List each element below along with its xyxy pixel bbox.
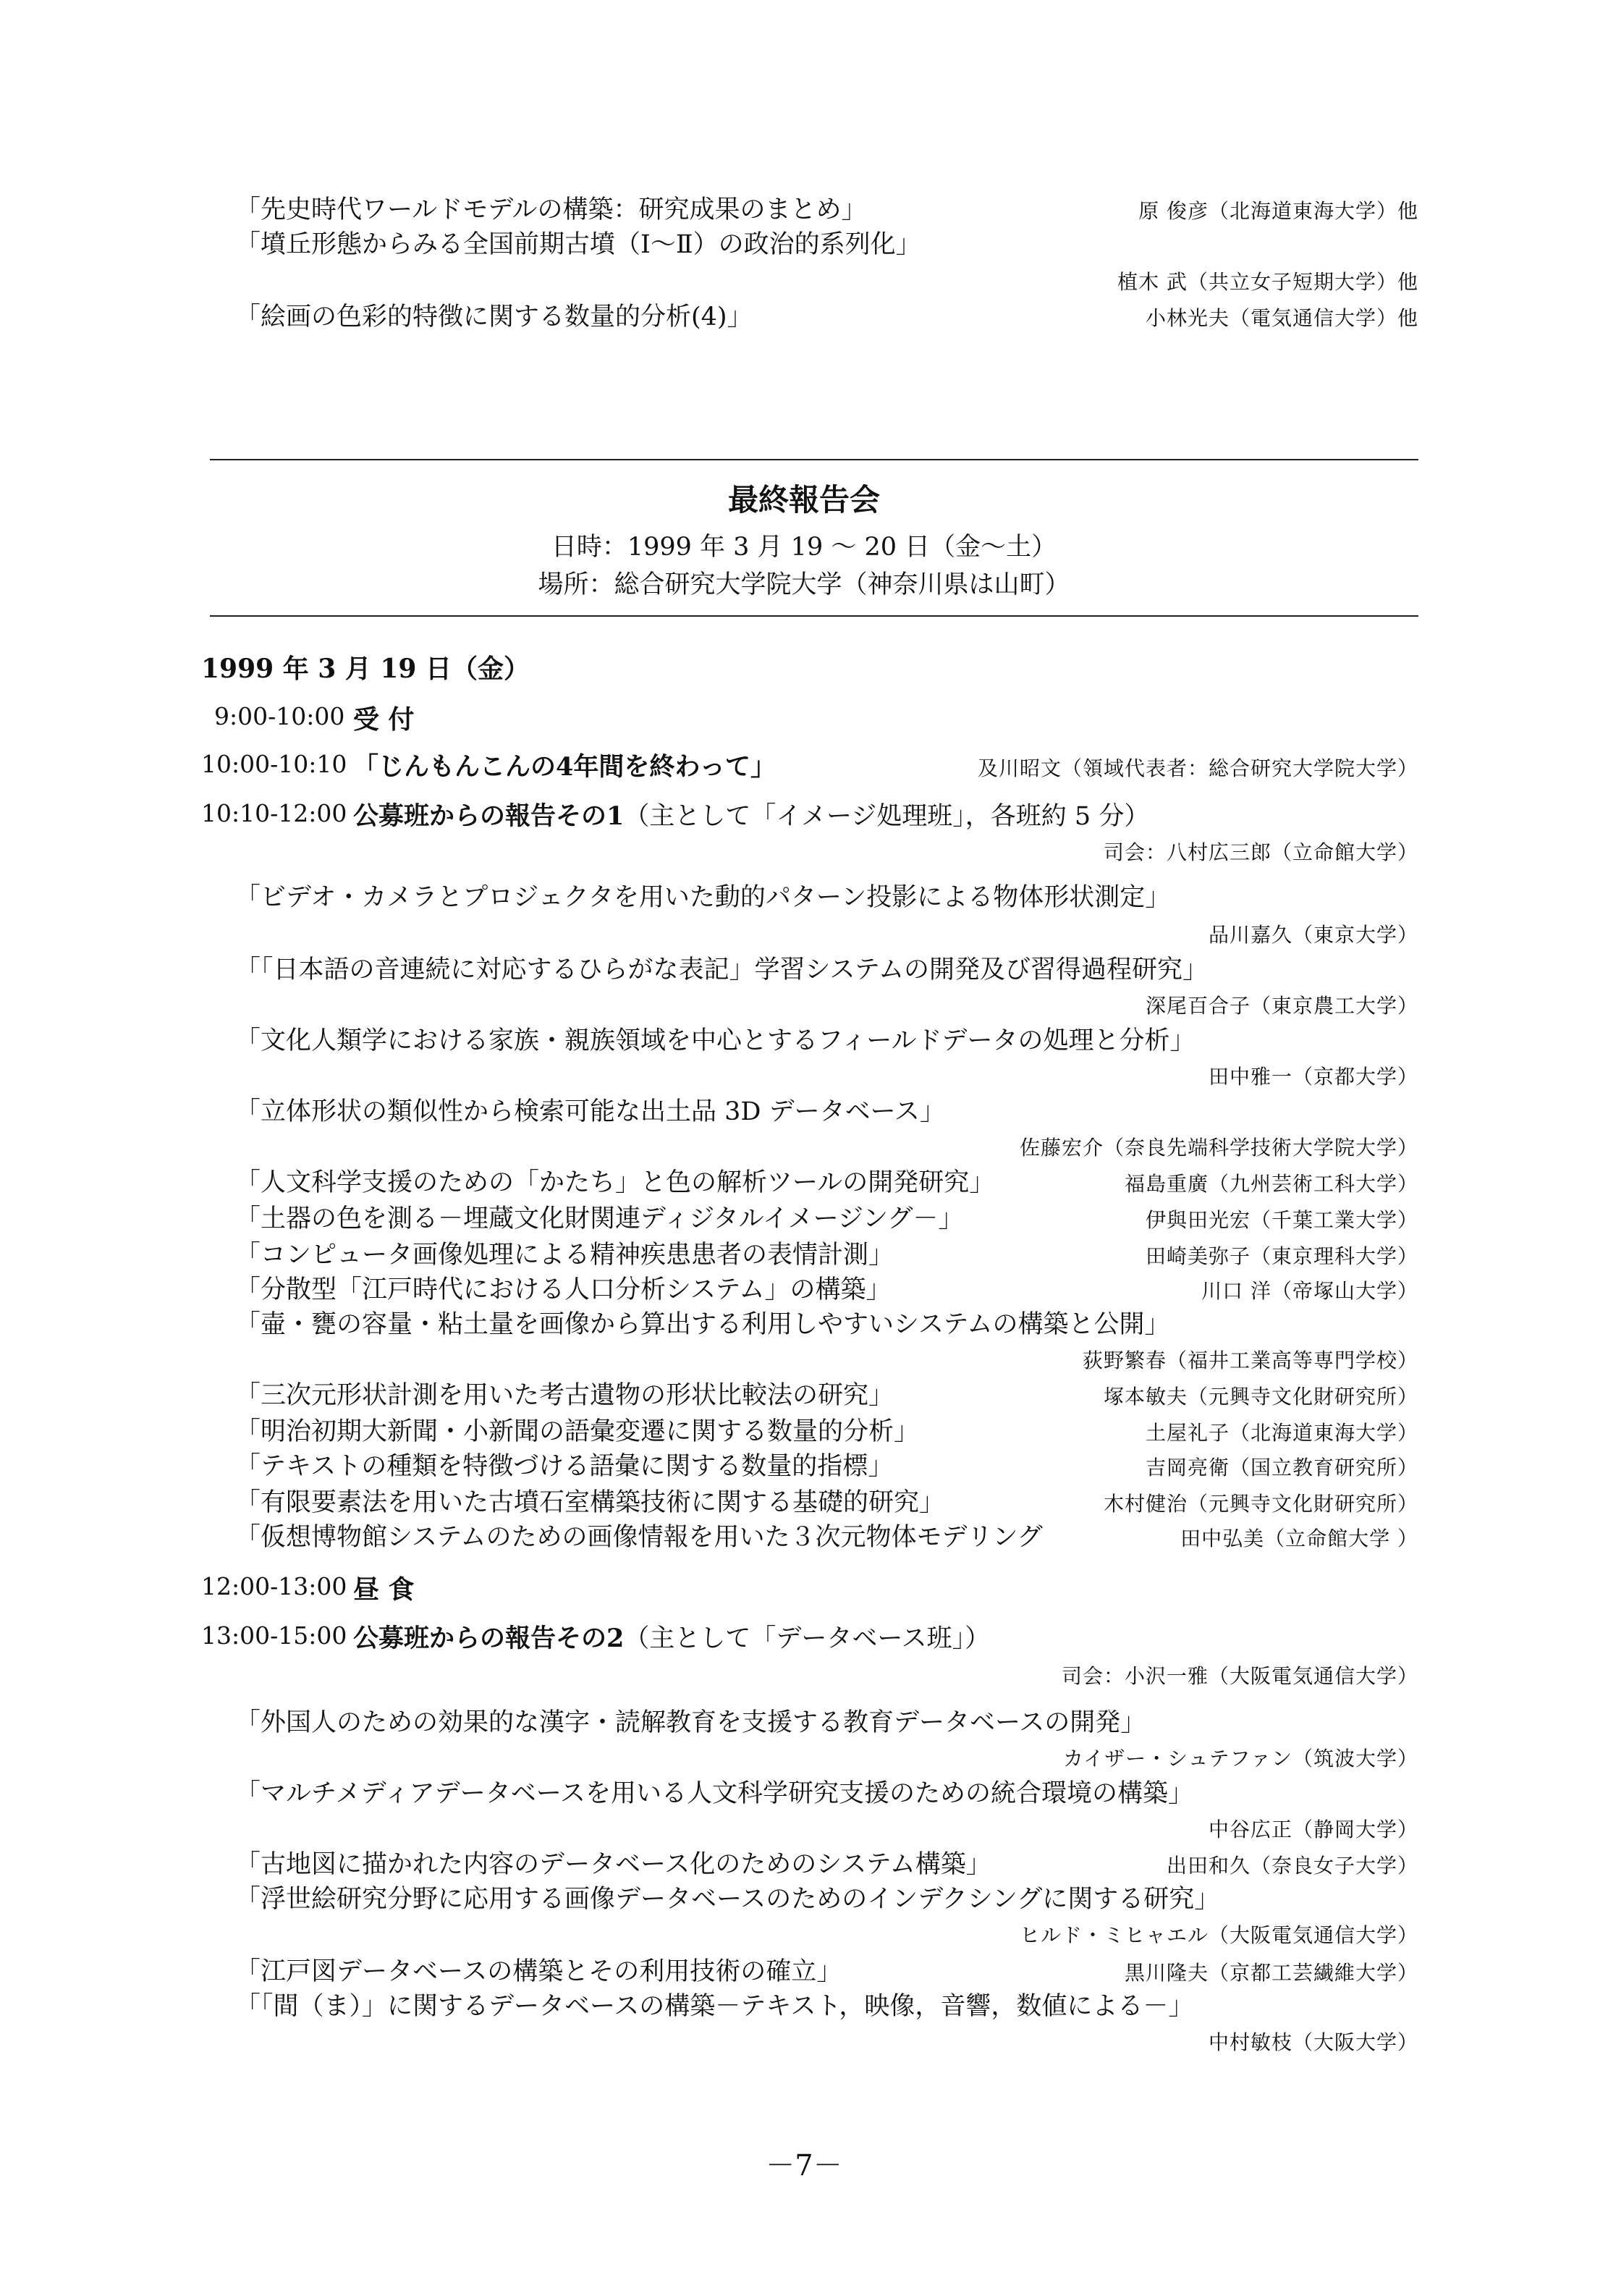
session2-item-title: 「マルチメディアデータベースを用いる人文科学研究支援のための統合環境の構築」 <box>235 1779 1194 1808</box>
session1-item-author: 田中雅一（京都大学） <box>1208 1065 1418 1089</box>
lunch-label: 昼 食 <box>353 1574 415 1605</box>
reception-time: 9:00-10:00 <box>214 702 345 730</box>
session1-item-author: 塚本敏夫（元興寺文化財研究所） <box>1103 1385 1418 1409</box>
meeting-title: 最終報告会 <box>727 482 880 518</box>
session1-item-title: 「土器の色を測る－埋蔵文化財関連ディジタルイメージング－」 <box>235 1204 964 1233</box>
session1-item-author: 佐藤宏介（奈良先端科学技術大学院大学） <box>1019 1136 1418 1160</box>
session1-item-author: 川口 洋（帝塚山大学） <box>1201 1279 1418 1303</box>
session1-item-title: 「コンピュータ画像処理による精神疾患患者の表情計測」 <box>235 1241 894 1270</box>
session2-item-author: ヒルド・ミヒャエル（大阪電気通信大学） <box>1019 1923 1418 1947</box>
day-date: 1999 年 3 月 19 日（金） <box>201 654 530 684</box>
session2-item-title: 「「間（ま）」に関するデータベースの構築－テキスト，映像，音響，数値による－」 <box>235 1992 1194 2021</box>
session1-item-title: 「テキストの種類を特徴づける語彙に関する数量的指標」 <box>235 1452 894 1481</box>
session1-item-title: 「人文科学支援のための「かたち」と色の解析ツールの開発研究」 <box>235 1168 995 1197</box>
divider-top <box>210 459 1418 460</box>
meeting-place: 場所：総合研究大学院大学（神奈川県は山町） <box>538 570 1070 599</box>
session2-note: （主として「データベース班」） <box>624 1624 991 1653</box>
session2-item-title: 「江戸図データベースの構築とその利用技術の確立」 <box>235 1957 842 1986</box>
opening-speaker: 及川昭文（領域代表者：総合研究大学院大学） <box>977 756 1418 780</box>
session1-item-author: 木村健治（元興寺文化財研究所） <box>1103 1492 1418 1516</box>
session2-item-title: 「浮世絵研究分野に応用する画像データベースのためのインデクシングに関する研究」 <box>235 1885 1220 1914</box>
page-number: －7－ <box>766 2149 842 2182</box>
session2-time: 13:00-15:00 <box>201 1621 347 1650</box>
session1-time: 10:10-12:00 <box>201 799 347 827</box>
session1-item-author: 荻野繁春（福井工業高等専門学校） <box>1082 1349 1418 1372</box>
opening-time: 10:00-10:10 <box>201 750 347 778</box>
session1-item-title: 「三次元形状計測を用いた考古遺物の形状比較法の研究」 <box>235 1381 894 1410</box>
session1-note: （主として「イメージ処理班」，各班約 5 分） <box>624 802 1150 831</box>
session1-item-title: 「壷・甕の容量・粘土量を画像から算出する利用しやすいシステムの構築と公開」 <box>235 1310 1170 1339</box>
session1-item-title: 「「日本語の音連続に対応するひらがな表記」学習システムの開発及び習得過程研究」 <box>235 955 1209 984</box>
session1-item-author: 田中弘美（立命館大学 ） <box>1180 1527 1418 1550</box>
reception-label: 受 付 <box>353 704 415 735</box>
top-item-title: 「絵画の色彩的特徴に関する数量的分析(4)」 <box>235 303 753 332</box>
session2-item-title: 「古地図に描かれた内容のデータベース化のためのシステム構築」 <box>235 1850 991 1879</box>
opening-title: 「じんもんこんの4年間を終わって」 <box>353 752 777 782</box>
session1-item-title: 「立体形状の類似性から検索可能な出土品 3D データベース」 <box>235 1097 945 1126</box>
session1-item-author: 土屋礼子（北海道東海大学） <box>1145 1421 1418 1445</box>
session1-item-author: 田崎美弥子（東京理科大学） <box>1145 1244 1418 1268</box>
session1-heading: 公募班からの報告その1 <box>353 801 625 831</box>
lunch-time: 12:00-13:00 <box>201 1572 347 1600</box>
session2-item-author: 中谷広正（静岡大学） <box>1208 1818 1418 1841</box>
top-item-author: 原 俊彦（北海道東海大学）他 <box>1138 199 1418 223</box>
session1-item-title: 「明治初期大新聞・小新聞の語彙変遷に関する数量的分析」 <box>235 1417 920 1446</box>
session2-item-author: 出田和久（奈良女子大学） <box>1166 1854 1418 1878</box>
top-item-title: 「墳丘形態からみる全国前期古墳（Ⅰ～Ⅱ）の政治的系列化」 <box>235 230 921 259</box>
session2-heading: 公募班からの報告その2 <box>353 1624 625 1653</box>
session1-item-author: 品川嘉久（東京大学） <box>1208 923 1418 947</box>
session1-item-title: 「仮想博物館システムのための画像情報を用いた３次元物体モデリング <box>235 1523 1043 1552</box>
session2-item-author: 黒川隆夫（京都工芸繊維大学） <box>1124 1961 1418 1985</box>
divider-bottom <box>210 615 1418 617</box>
session1-item-title: 「分散型「江戸時代における人口分析システム」の構築」 <box>235 1275 892 1304</box>
session1-item-title: 「有限要素法を用いた古墳石室構築技術に関する基礎的研究」 <box>235 1488 945 1517</box>
session2-item-author: カイザー・シュテファン（筑波大学） <box>1062 1747 1418 1770</box>
top-item-title: 「先史時代ワールドモデルの構築：研究成果のまとめ」 <box>235 195 867 224</box>
session1-item-author: 深尾百合子（東京農工大学） <box>1145 994 1418 1018</box>
session1-item-author: 福島重廣（九州芸術工科大学） <box>1124 1172 1418 1196</box>
top-item-author: 小林光夫（電気通信大学）他 <box>1145 306 1418 330</box>
session2-item-title: 「外国人のための効果的な漢字・読解教育を支援する教育データベースの開発」 <box>235 1708 1146 1737</box>
meeting-date: 日時：1999 年 3 月 19 ～ 20 日（金～土） <box>551 533 1057 562</box>
session1-item-author: 伊與田光宏（千葉工業大学） <box>1145 1208 1418 1232</box>
session1-chair: 司会：八村広三郎（立命館大学） <box>1103 840 1418 864</box>
session2-chair: 司会：小沢一雅（大阪電気通信大学） <box>1061 1664 1418 1688</box>
session2-item-author: 中村敏枝（大阪大学） <box>1208 2030 1418 2054</box>
session1-item-title: 「文化人類学における家族・親族領域を中心とするフィールドデータの処理と分析」 <box>235 1026 1196 1055</box>
session1-item-author: 吉岡亮衛（国立教育研究所） <box>1145 1456 1418 1480</box>
top-item-author: 植木 武（共立女子短期大学）他 <box>1117 270 1418 294</box>
session1-item-title: 「ビデオ・カメラとプロジェクタを用いた動的パターン投影による物体形状測定」 <box>235 883 1171 912</box>
